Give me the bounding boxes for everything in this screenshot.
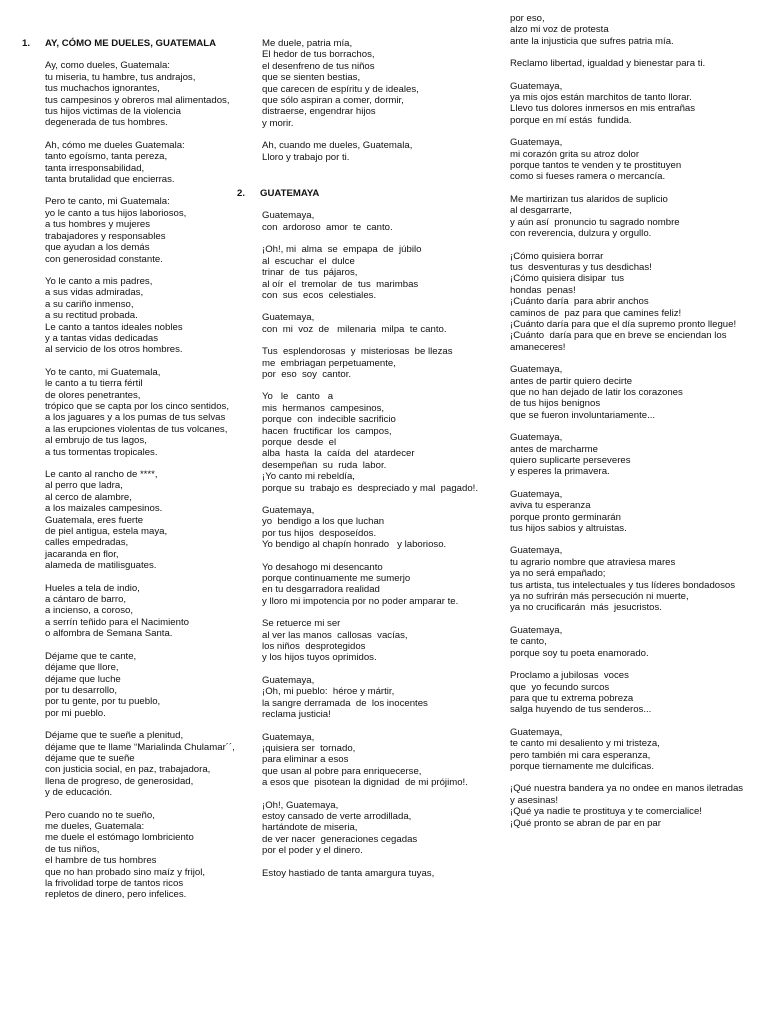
verse-line: ¡Cuánto daría para abrir anchos bbox=[510, 296, 649, 308]
poem-number: 2. bbox=[237, 188, 246, 200]
verse-line: Yo te canto, mi Guatemala, bbox=[45, 366, 161, 378]
verse-line: hartándote de miseria, bbox=[262, 822, 358, 834]
verse-line: ya no sufrirán más persecución ni muerte, bbox=[510, 591, 689, 603]
stanza bbox=[510, 13, 750, 47]
verse-line: que usan al pobre para enriquecerse, bbox=[262, 765, 422, 777]
verse-line: con ardoroso amor te canto. bbox=[262, 221, 393, 233]
verse-line: alba hasta la caída del atardecer bbox=[262, 448, 415, 460]
verse-line: y aún así pronuncio tu sagrado nombre bbox=[510, 216, 680, 228]
stanza bbox=[45, 140, 254, 186]
verse-line: aviva tu esperanza bbox=[510, 500, 591, 512]
verse-line: porque en mí estás fundida. bbox=[510, 114, 632, 126]
verse-line: al cerco de alambre, bbox=[45, 491, 132, 503]
stanza bbox=[510, 783, 750, 829]
verse-line: Reclamo libertad, igualdad y bienestar para ti. bbox=[510, 58, 706, 70]
verse-line: porque con indecible sacrificio bbox=[262, 414, 396, 426]
verse-line: ¡Oh!, Guatemaya, bbox=[262, 799, 339, 811]
stanza bbox=[45, 810, 254, 901]
poem-title: GUATEMAYA bbox=[260, 188, 320, 200]
stanza bbox=[262, 562, 502, 608]
verse-line: Me martirizan tus alaridos de suplicio bbox=[510, 193, 668, 205]
stanza bbox=[262, 618, 502, 664]
verse-line: ante la injusticia que sufres patria mía. bbox=[510, 35, 674, 47]
verse-line: que se sienten bestias, bbox=[262, 72, 361, 84]
stanza bbox=[510, 489, 750, 535]
verse-line: con reverencia, dulzura y orgullo. bbox=[510, 228, 652, 240]
verse-line: yo bendigo a los que luchan bbox=[262, 516, 385, 528]
poem-body bbox=[22, 60, 254, 900]
verse-line: con justicia social, en paz, trabajadora, bbox=[45, 764, 211, 776]
verse-line: ¡Yo canto mi rebeldía, bbox=[262, 471, 355, 483]
stanza bbox=[510, 625, 750, 659]
verse-line: Guatemaya, bbox=[262, 674, 315, 686]
verse-line: Guatemaya, bbox=[510, 545, 563, 557]
verse-line: a su rectitud probada. bbox=[45, 310, 138, 322]
verse-line: porque pronto germinarán bbox=[510, 511, 621, 523]
verse-line: te canto, bbox=[510, 636, 547, 648]
verse-line: a esos que pisotean la dignidad de mi prójimo!. bbox=[262, 777, 468, 789]
verse-line: Guatemaya, bbox=[510, 488, 563, 500]
verse-line: Ah, cuando me dueles, Guatemala, bbox=[262, 140, 413, 152]
verse-line: ¡Qué nuestra bandera ya no ondee en manos iletradas y asesinas! bbox=[510, 783, 746, 806]
verse-line: como si fueses ramera o mercancía. bbox=[510, 171, 666, 183]
stanza bbox=[510, 251, 750, 354]
poem-number: 1. bbox=[22, 38, 31, 49]
verse-line: Déjame que te cante, bbox=[45, 650, 137, 662]
verse-line: ¡Qué pronto se abran de par en par bbox=[510, 817, 661, 829]
verse-line: para eliminar a esos bbox=[262, 754, 349, 766]
stanza bbox=[262, 140, 502, 163]
verse-line: reclama justicia! bbox=[262, 709, 331, 721]
verse-line: al embrujo de tus lagos, bbox=[45, 435, 147, 447]
verse-line: Yo le canto a mis padres, bbox=[45, 275, 153, 287]
verse-line: repletos de dinero, pero infelices. bbox=[45, 889, 187, 901]
stanza bbox=[262, 868, 502, 879]
stanza bbox=[45, 583, 254, 640]
verse-line: a los jaguares y a los pumas de tus selvas bbox=[45, 412, 226, 424]
verse-line: Yo desahogo mi desencanto bbox=[262, 561, 383, 573]
verse-line: tus desventuras y tus desdichas! bbox=[510, 261, 652, 273]
verse-line: Pero cuando no te sueño, bbox=[45, 809, 155, 821]
verse-line: que yo fecundo surcos bbox=[510, 681, 610, 693]
verse-line: ¡Cómo quisiera borrar bbox=[510, 250, 604, 262]
verse-line: a tus hombres y mujeres bbox=[45, 219, 151, 231]
stanza bbox=[510, 545, 750, 613]
poem-heading bbox=[237, 188, 502, 199]
stanza bbox=[510, 364, 750, 421]
verse-line: antes de partir quiero decirte bbox=[510, 375, 633, 387]
verse-line: al ver las manos callosas vacías, bbox=[262, 629, 408, 641]
verse-line: trabajadores y responsables bbox=[45, 230, 166, 242]
verse-line: Se retuerce mi ser bbox=[262, 618, 341, 630]
verse-line: Guatemaya, bbox=[262, 312, 315, 324]
verse-line: me dueles, Guatemala: bbox=[45, 820, 145, 832]
verse-line: Le canto a tantos ideales nobles bbox=[45, 321, 183, 333]
verse-line: en tu desgarradora realidad bbox=[262, 584, 380, 596]
verse-line: y de educación. bbox=[45, 787, 113, 799]
stanza bbox=[262, 732, 502, 789]
verse-line: Tus esplendorosas y misteriosas be llezas bbox=[262, 346, 453, 358]
verse-line: desempeñan su ruda labor. bbox=[262, 459, 387, 471]
stanza bbox=[45, 276, 254, 356]
verse-line: el desenfreno de tus niños bbox=[262, 60, 375, 72]
verse-line: por tus hijos desposeídos. bbox=[262, 527, 377, 539]
verse-line: que no han dejado de latir los corazones bbox=[510, 386, 683, 398]
verse-line: que ayudan a los demás bbox=[45, 242, 150, 254]
verse-line: me embriagan perpetuamente, bbox=[262, 357, 396, 369]
verse-line: porque su trabajo es despreciado y mal pagado!. bbox=[262, 482, 478, 494]
verse-line: degenerada de tus hombres. bbox=[45, 117, 168, 129]
poem-title: AY, CÓMO ME DUELES, GUATEMALA bbox=[45, 38, 217, 49]
stanza bbox=[262, 210, 502, 233]
verse-line: la frivolidad torpe de tantos ricos bbox=[45, 878, 184, 889]
verse-line: por tu desarrollo, bbox=[45, 684, 117, 696]
stanza bbox=[510, 137, 750, 183]
verse-line: déjame que llore, bbox=[45, 662, 119, 674]
verse-line: déjame que luche bbox=[45, 673, 121, 685]
verse-line: a su cariño inmenso, bbox=[45, 298, 134, 310]
verse-line: porque desde el bbox=[262, 436, 337, 448]
verse-line: te canto mi desaliento y mi tristeza, bbox=[510, 738, 660, 750]
verse-line: Yo bendigo al chapín honrado y laborioso. bbox=[262, 539, 447, 551]
verse-line: por el poder y el dinero. bbox=[262, 845, 363, 857]
verse-line: quiero suplicarte perseveres bbox=[510, 455, 631, 466]
verse-line: de tus niños, bbox=[45, 843, 100, 855]
verse-line: que carecen de espíritu y de ideales, bbox=[262, 83, 419, 95]
verse-line: al servicio de los otros hombres. bbox=[45, 344, 183, 356]
verse-line: tus muchachos ignorantes, bbox=[45, 83, 160, 95]
verse-line: Yo le canto a bbox=[262, 391, 334, 403]
verse-line: y los hijos tuyos oprimidos. bbox=[262, 652, 377, 664]
verse-line: a cántaro de barro, bbox=[45, 594, 127, 606]
stanza bbox=[262, 800, 502, 857]
verse-line: tus hijos sabios y altruistas. bbox=[510, 523, 627, 535]
verse-line: de ver nacer generaciones cegadas bbox=[262, 833, 418, 845]
poem-body bbox=[262, 210, 502, 879]
stanza bbox=[262, 312, 502, 335]
verse-line: a tus tormentas tropicales. bbox=[45, 446, 158, 458]
stanza bbox=[45, 469, 254, 572]
verse-line: me duele el estómago lombriciento bbox=[45, 832, 194, 844]
verse-line: jacaranda en flor, bbox=[45, 548, 119, 560]
verse-line: distraerse, engendrar hijos bbox=[262, 106, 376, 118]
poem-heading bbox=[22, 38, 254, 49]
verse-line: trinar de tus pájaros, bbox=[262, 267, 358, 279]
verse-line: ¡Cómo quisiera disipar tus bbox=[510, 273, 625, 285]
verse-line: a incienso, a coroso, bbox=[45, 605, 133, 617]
verse-line: Guatemaya, bbox=[262, 210, 315, 222]
verse-line: salga huyendo de tus senderos... bbox=[510, 704, 652, 716]
verse-line: ya no será empañado; bbox=[510, 568, 606, 580]
verse-line: hacen fructificar los campos, bbox=[262, 425, 392, 437]
stanza bbox=[510, 58, 750, 69]
verse-line: porque continuamente me sumerjo bbox=[262, 573, 411, 585]
verse-line: al escuchar el dulce bbox=[262, 255, 355, 267]
stanza bbox=[262, 675, 502, 721]
verse-line: de olores penetrantes, bbox=[45, 389, 141, 401]
verse-line: le canto a tu tierra fértil bbox=[45, 378, 143, 390]
stanza bbox=[45, 60, 254, 128]
verse-line: Proclamo a jubilosas voces bbox=[510, 670, 629, 682]
verse-line: Guatemaya, bbox=[510, 624, 563, 636]
verse-line: con generosidad constante. bbox=[45, 253, 163, 265]
verse-line: alzo mi voz de protesta bbox=[510, 24, 609, 36]
column-middle bbox=[237, 38, 502, 890]
verse-line: ya mis ojos están marchitos de tanto llorar. bbox=[510, 92, 692, 104]
stanza bbox=[45, 651, 254, 719]
verse-line: tanta irresponsabilidad, bbox=[45, 162, 145, 174]
verse-line: Llevo tus dolores inmersos en mis entrañas bbox=[510, 103, 696, 115]
verse-line: tus campesinos y obreros mal alimentados, bbox=[45, 94, 230, 106]
stanza bbox=[510, 432, 750, 478]
verse-line: el hambre de tus hombres bbox=[45, 855, 157, 867]
verse-line: de piel antigua, estela maya, bbox=[45, 526, 168, 538]
verse-line: por eso soy cantor. bbox=[262, 368, 352, 380]
verse-line: o alfombra de Semana Santa. bbox=[45, 628, 173, 640]
stanza bbox=[510, 727, 750, 773]
verse-line: mis hermanos campesinos, bbox=[262, 402, 385, 414]
stanza bbox=[45, 196, 254, 264]
verse-line: trópico que se capta por los cinco sentidos, bbox=[45, 400, 229, 412]
verse-line: al oír el tremolar de tus marimbas bbox=[262, 278, 419, 290]
column-right bbox=[510, 13, 750, 840]
verse-line: a serrín teñido para el Nacimiento bbox=[45, 616, 189, 628]
verse-line: tus artista, tus intelectuales y tus líderes bondadosos bbox=[510, 579, 736, 591]
stanza bbox=[510, 194, 750, 240]
verse-line: alameda de matilisguates. bbox=[45, 560, 157, 572]
verse-line: que no han probado sino maíz y frijol, bbox=[45, 866, 205, 878]
verse-line: Lloro y trabajo por ti. bbox=[262, 151, 350, 163]
verse-line: a sus vidas admiradas, bbox=[45, 287, 144, 299]
verse-line: tu miseria, tu hambre, tus andrajos, bbox=[45, 71, 196, 83]
verse-line: calles empedradas, bbox=[45, 537, 129, 549]
verse-line: Déjame que te sueñe a plenitud, bbox=[45, 730, 184, 742]
poem-continuation bbox=[510, 13, 750, 829]
verse-line: Me duele, patria mía, bbox=[262, 38, 353, 49]
verse-line: Le canto al rancho de ****, bbox=[45, 469, 158, 480]
stanza bbox=[45, 367, 254, 458]
stanza bbox=[262, 505, 502, 551]
stanza bbox=[510, 670, 750, 716]
verse-line: hondas penas! bbox=[510, 284, 576, 296]
stanza bbox=[262, 38, 502, 129]
column-left bbox=[22, 38, 254, 912]
verse-line: ¡Oh, mi pueblo: héroe y mártir, bbox=[262, 686, 395, 698]
verse-line: Guatemaya, bbox=[510, 80, 563, 92]
verse-line: Guatemaya, bbox=[262, 731, 315, 743]
verse-line: déjame que te llame “Marialinda Chulamar´´, bbox=[45, 741, 235, 753]
verse-line: pero también mi cara esperanza, bbox=[510, 749, 651, 761]
verse-line: Guatemaya, bbox=[510, 726, 563, 738]
verse-line: por mi pueblo. bbox=[45, 707, 106, 719]
verse-line: antes de marcharme bbox=[510, 443, 598, 455]
verse-line: con sus ecos celestiales. bbox=[262, 289, 377, 301]
verse-line: y lloro mi impotencia por no poder amparar te. bbox=[262, 595, 459, 607]
verse-line: porque soy tu poeta enamorado. bbox=[510, 647, 649, 659]
stanza bbox=[262, 391, 502, 494]
verse-line: ya no crucificarán más jesucristos. bbox=[510, 602, 662, 614]
verse-line: Hueles a tela de indio, bbox=[45, 582, 140, 594]
verse-line: por tu gente, por tu pueblo, bbox=[45, 696, 161, 708]
verse-line: Guatemaya, bbox=[262, 505, 315, 516]
verse-line: que sólo aspiran a comer, dormir, bbox=[262, 95, 404, 107]
verse-line: tanto egoísmo, tanta pereza, bbox=[45, 151, 168, 163]
verse-line: la sangre derramada de los inocentes bbox=[262, 697, 428, 709]
verse-line: déjame que te sueñe bbox=[45, 752, 135, 764]
verse-line: caminos de paz para que camines feliz! bbox=[510, 307, 682, 319]
verse-line: ¡quisiera ser tornado, bbox=[262, 742, 356, 754]
verse-line: los niños desprotegidos bbox=[262, 641, 366, 653]
verse-line: Ah, cómo me dueles Guatemala: bbox=[45, 139, 185, 151]
verse-line: al desgarrarte, bbox=[510, 205, 572, 217]
verse-line: mi corazón grita su atroz dolor bbox=[510, 148, 640, 160]
verse-line: y a tantas vidas dedicadas bbox=[45, 332, 159, 344]
verse-line: Guatemala, eres fuerte bbox=[45, 514, 144, 526]
stanza bbox=[510, 81, 750, 127]
verse-line: ¡Cuánto daría para que el día supremo pronto llegue! bbox=[510, 318, 737, 330]
verse-line: Guatemaya, bbox=[510, 137, 563, 149]
verse-line: Estoy hastiado de tanta amargura tuyas, bbox=[262, 867, 435, 879]
verse-line: ¡Oh!, mi alma se empapa de júbilo bbox=[262, 244, 422, 256]
poem-continuation bbox=[262, 38, 502, 163]
verse-line: tus hijos victimas de la violencia bbox=[45, 106, 181, 118]
verse-line: ¡Cuánto daría para que en breve se enciendan los amaneceres! bbox=[510, 330, 730, 353]
verse-line: Guatemaya, bbox=[510, 364, 563, 376]
verse-line: Guatemaya, bbox=[510, 432, 563, 444]
verse-line: a los maizales campesinos. bbox=[45, 503, 163, 515]
verse-line: porque tantos te venden y te prostituyen bbox=[510, 160, 682, 172]
verse-line: tu agrario nombre que atraviesa mares bbox=[510, 556, 676, 568]
verse-line: tanta brutalidad que encierras. bbox=[45, 174, 175, 186]
verse-line: yo le canto a tus hijos laboriosos, bbox=[45, 207, 187, 219]
verse-line: al perro que ladra, bbox=[45, 480, 123, 492]
verse-line: Pero te canto, mi Guatemala: bbox=[45, 196, 170, 208]
verse-line: por eso, bbox=[510, 13, 545, 24]
verse-line: y morir. bbox=[262, 117, 294, 129]
stanza bbox=[45, 730, 254, 798]
verse-line: que se fueron involuntariamente... bbox=[510, 409, 656, 421]
verse-line: y esperes la primavera. bbox=[510, 466, 610, 478]
stanza bbox=[262, 244, 502, 301]
verse-line: llena de progreso, de generosidad, bbox=[45, 775, 194, 787]
verse-line: estoy cansado de verte arrodillada, bbox=[262, 810, 412, 822]
verse-line: El hedor de tus borrachos, bbox=[262, 49, 375, 61]
verse-line: con mi voz de milenaria milpa te canto. bbox=[262, 323, 447, 335]
verse-line: porque tiernamente me dulcificas. bbox=[510, 760, 654, 772]
verse-line: a las erupciones violentas de tus volcanes, bbox=[45, 423, 228, 435]
verse-line: para que tu extrema pobreza bbox=[510, 692, 634, 704]
verse-line: de tus hijos benignos bbox=[510, 398, 601, 410]
verse-line: Ay, como dueles, Guatemala: bbox=[45, 60, 170, 72]
stanza bbox=[262, 346, 502, 380]
verse-line: ¡Qué ya nadie te prostituya y te comercialice! bbox=[510, 806, 702, 818]
